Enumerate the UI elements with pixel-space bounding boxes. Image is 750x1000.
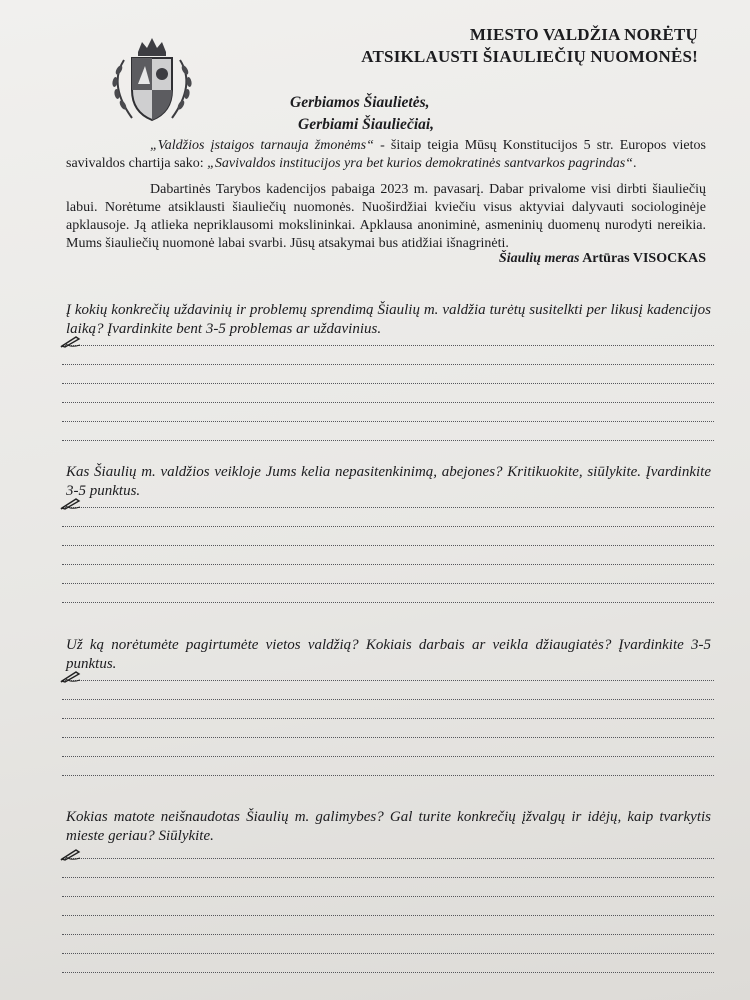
answer-line[interactable] [62, 935, 714, 954]
answer-line[interactable] [62, 897, 714, 916]
constitution-quote: „Valdžios įstaigos tarnauja žmonėms“ [150, 138, 374, 153]
answer-line[interactable] [62, 840, 714, 859]
answer-line[interactable] [62, 403, 714, 422]
signature [499, 251, 706, 267]
answer-line[interactable] [62, 859, 714, 878]
question-4: Kokias matote neišnaudotas Šiaulių m. galimybes? Gal turite konkrečių įžvalgų ir idėjų, kaip tvarkytis mieste geriau? Siūlykite. [66, 809, 711, 844]
answer-line[interactable] [62, 346, 714, 365]
answer-line[interactable] [62, 719, 714, 738]
answer-line[interactable] [62, 327, 714, 346]
answer-lines-4[interactable] [62, 840, 714, 973]
answer-line[interactable] [62, 565, 714, 584]
answer-line[interactable] [62, 681, 714, 700]
intro-paragraph-2 [66, 181, 706, 253]
greeting-line-1: Gerbiamos Šiaulietės, [290, 94, 430, 111]
answer-line[interactable] [62, 738, 714, 757]
answer-line[interactable] [62, 384, 714, 403]
intro-text: - šitaip teigia Mūsų Konstitucijos 5 str. Europos vietos savivaldos chartija sako: [66, 138, 706, 171]
answer-line[interactable] [62, 422, 714, 441]
answer-line[interactable] [62, 365, 714, 384]
intro-paragraph-1 [66, 137, 706, 173]
answer-line[interactable] [62, 527, 714, 546]
answer-line[interactable] [62, 489, 714, 508]
answer-lines-1[interactable] [62, 327, 714, 441]
signature-name: Artūras VISOCKAS [582, 251, 706, 266]
answer-line[interactable] [62, 662, 714, 681]
answer-line[interactable] [62, 546, 714, 565]
charter-quote: „Savivaldos institucijos yra bet kurios demokratinės santvarkos pagrindas“ [207, 156, 633, 171]
answer-line[interactable] [62, 700, 714, 719]
title-line-1: MIESTO VALDŽIA NORĖTŲ [469, 25, 698, 44]
answer-line[interactable] [62, 508, 714, 527]
question-1: Į kokių konkrečių uždavinių ir problemų sprendimą Šiaulių m. valdžia turėtų susitelkti per likusį kadencijos laiką? Įvardinkite bent 3-5 problemas ar uždavinius. [66, 302, 711, 337]
greeting [290, 92, 434, 136]
answer-lines-2[interactable] [62, 489, 714, 603]
question-2: Kas Šiaulių m. valdžios veikloje Jums kelia nepasitenkinimą, abejones? Kritikuokite, siūlykite. Įvardinkite 3-5 punktus. [66, 464, 711, 499]
title-line-2: ATSIKLAUSTI ŠIAULIEČIŲ NUOMONĖS! [361, 47, 698, 66]
answer-lines-3[interactable] [62, 662, 714, 776]
signature-role: Šiaulių meras [498, 251, 580, 266]
question-3: Už ką norėtumėte pagirtumėte vietos valdžią? Kokiais darbais ar veikla džiaugiatės? Įvardinkite 3-5 punktus. [66, 637, 711, 672]
answer-line[interactable] [62, 878, 714, 897]
intro-paragraph-2-text: Dabartinės Tarybos kadencijos pabaiga 2023 m. pavasarį. Dabar privalome visi dirbti šiauliečių labui. Norėtume atsiklausti šiauliečių nuomonės. Nuoširdžiai kviečiu visus aktyviai dalyvauti sociologinėje apklausoje. Ją atlieka nepriklausomi mokslininkai. Apklausa anoniminė, asmeninių duomenų nurodyti nereikia. Mums šiauliečių nuomonė labai svarbi. Jūsų atsakymai bus atidžiai išnagrinėti. [66, 182, 706, 251]
intro-text-end: . [632, 156, 637, 171]
answer-line[interactable] [62, 916, 714, 935]
answer-line[interactable] [62, 954, 714, 973]
answer-line[interactable] [62, 584, 714, 603]
document-title [361, 24, 698, 68]
answer-line[interactable] [62, 757, 714, 776]
greeting-line-2: Gerbiami Šiauliečiai, [298, 116, 435, 133]
coat-of-arms-logo [102, 30, 202, 130]
